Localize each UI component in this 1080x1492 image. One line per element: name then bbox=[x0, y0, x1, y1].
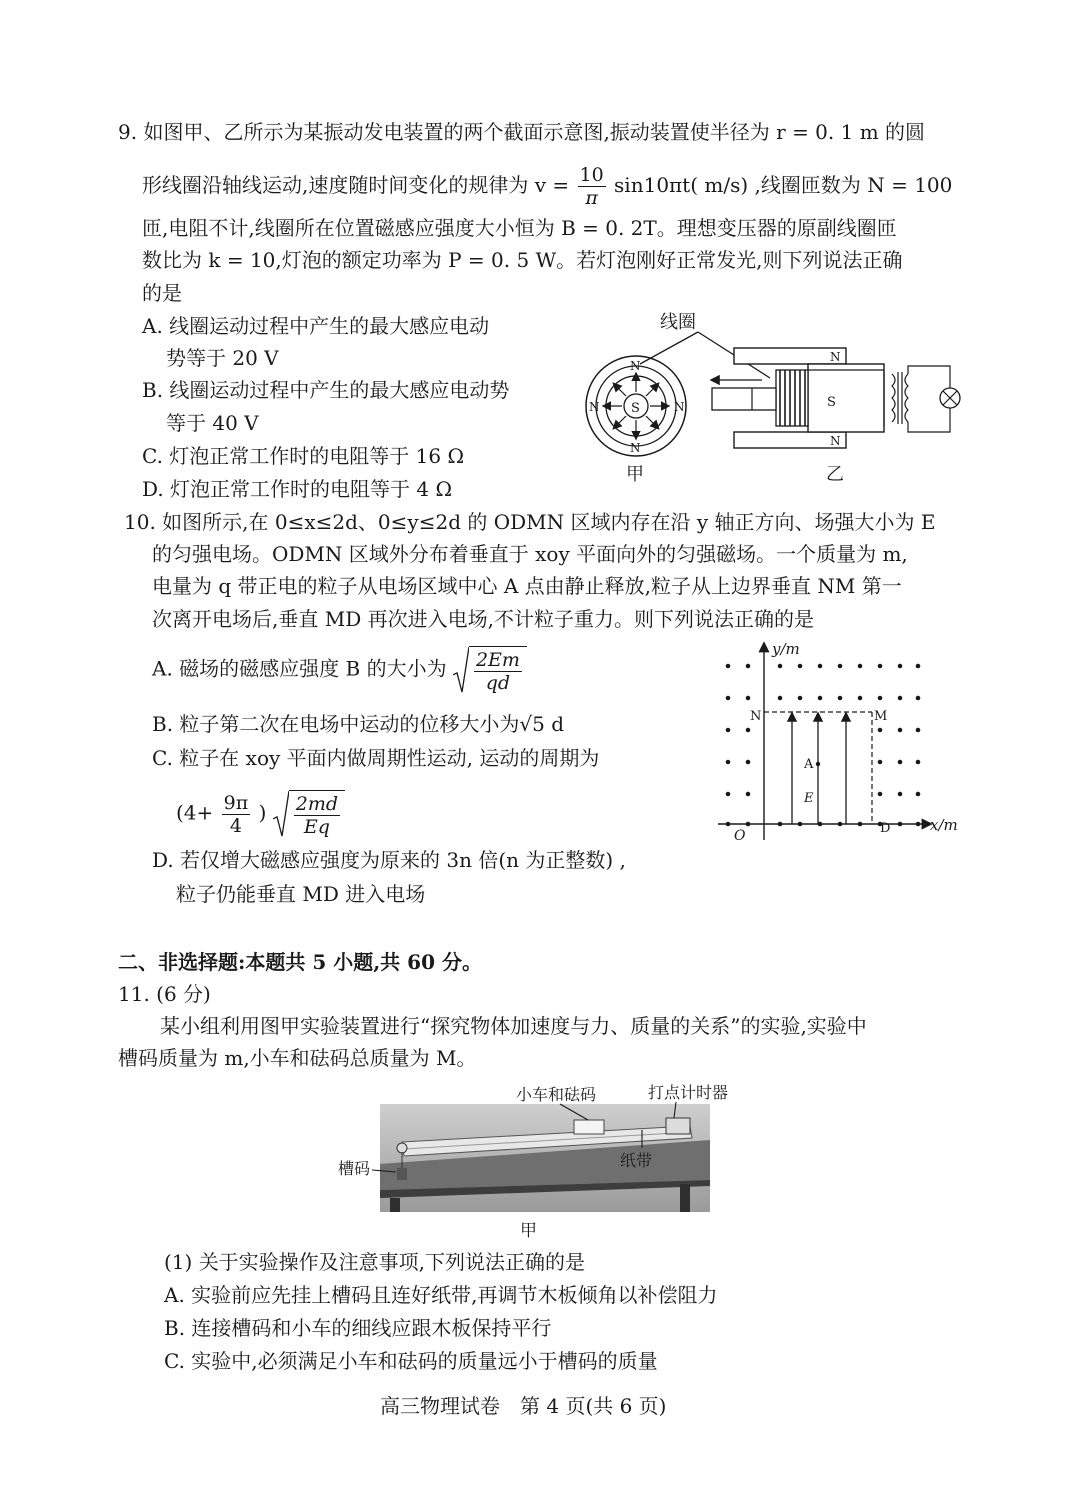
q11-paragraph-line-1: 某小组利用图甲实验装置进行“探究物体加速度与力、质量的关系”的实验,实验中 bbox=[160, 1014, 867, 1038]
q9-jia-n-bottom: N bbox=[630, 441, 641, 455]
q9-figure bbox=[580, 308, 980, 490]
q9-option-a-line-2: 势等于 20 V bbox=[166, 346, 279, 370]
q9-jia-n-right: N bbox=[674, 400, 685, 414]
q10-option-c-den1: 4 bbox=[229, 814, 242, 837]
section-2-heading: 二、非选择题:本题共 5 小题,共 60 分。 bbox=[118, 950, 482, 974]
q10-option-d-line-2: 粒子仍能垂直 MD 进入电场 bbox=[176, 882, 426, 906]
q10-option-a-den: qd bbox=[485, 672, 511, 694]
q10-stem-line-4: 次离开电场后,垂直 MD 再次进入电场,不计粒子重力。则下列说法正确的是 bbox=[152, 607, 814, 631]
field-dot bbox=[916, 760, 921, 765]
q9-frac-denominator: π bbox=[585, 187, 598, 209]
q9-coil-label: 线圈 bbox=[660, 312, 696, 333]
q11-figure-caption: 甲 bbox=[520, 1221, 537, 1241]
field-dot bbox=[746, 792, 751, 797]
field-dot bbox=[726, 664, 731, 669]
q11-paragraph-line-2: 槽码质量为 m,小车和砝码总质量为 M。 bbox=[118, 1046, 477, 1070]
q10-figure bbox=[708, 636, 970, 848]
q10-origin-label: O bbox=[734, 828, 746, 844]
q10-stem-line-2: 的匀强电场。ODMN 区域外分布着垂直于 xoy 平面向外的匀强磁场。一个质量为 m, bbox=[152, 542, 908, 566]
field-dot bbox=[898, 664, 903, 669]
q9-option-d: D. 灯泡正常工作时的电阻等于 4 Ω bbox=[142, 477, 453, 501]
q10-option-c-line-1: C. 粒子在 xoy 平面内做周期性运动, 运动的周期为 bbox=[152, 746, 600, 770]
q10-stem-line-1: 10. 如图所示,在 0≤x≤2d、0≤y≤2d 的 ODMN 区域内存在沿 y 轴正方向、场强大小为 E bbox=[124, 510, 936, 534]
q10-option-c-frac2 bbox=[294, 793, 340, 838]
field-dot bbox=[858, 696, 863, 701]
q10-point-a-label: A bbox=[804, 757, 814, 772]
q10-option-a-fraction bbox=[474, 649, 522, 694]
q10-option-c-line-2 bbox=[176, 790, 345, 838]
field-dot bbox=[746, 696, 751, 701]
field-dot bbox=[726, 760, 731, 765]
q10-point-d-label: D bbox=[880, 821, 891, 836]
q10-option-d-line-1: D. 若仅增大磁感应强度为原来的 3n 倍(n 为正整数) , bbox=[152, 848, 626, 872]
field-dot bbox=[916, 728, 921, 733]
q9-jia-n-left: N bbox=[589, 400, 600, 414]
q10-y-axis-label: y/m bbox=[772, 640, 800, 658]
q9-velocity-fraction bbox=[578, 164, 606, 209]
q10-option-b: B. 粒子第二次在电场中运动的位移大小为√5 d bbox=[152, 712, 565, 736]
q11-option-b: B. 连接槽码和小车的细线应跟木板保持平行 bbox=[164, 1316, 552, 1340]
field-dot bbox=[898, 760, 903, 765]
q11-weight-label: 槽码 bbox=[338, 1159, 371, 1178]
field-dot bbox=[726, 728, 731, 733]
field-dot bbox=[878, 728, 883, 733]
field-dot bbox=[916, 664, 921, 669]
q11-option-a: A. 实验前应先挂上槽码且连好纸带,再调节木板倾角以补偿阻力 bbox=[164, 1283, 718, 1307]
magnetic-field-dots bbox=[726, 664, 921, 827]
field-dot bbox=[798, 664, 803, 669]
q10-option-a-sqrt bbox=[453, 646, 527, 694]
q9-option-b-line-2: 等于 40 V bbox=[166, 411, 259, 435]
q9-jia-n-top: N bbox=[630, 359, 641, 373]
q9-option-b-line-1: B. 线圈运动过程中产生的最大感应电动势 bbox=[142, 378, 510, 402]
field-dot bbox=[898, 728, 903, 733]
field-dot bbox=[798, 696, 803, 701]
field-dot bbox=[726, 792, 731, 797]
q9-option-a-line-1: A. 线圈运动过程中产生的最大感应电动 bbox=[142, 314, 490, 338]
q11-tape-label: 纸带 bbox=[620, 1151, 653, 1170]
field-dot bbox=[838, 664, 843, 669]
q10-option-c-num2: 2md bbox=[295, 793, 339, 815]
q10-option-a bbox=[152, 646, 527, 694]
q9-stem-line-3: 匝,电阻不计,线圈所在位置磁感应强度大小恒为 B = 0. 2T。理想变压器的原副线圈匝 bbox=[142, 216, 897, 240]
field-dot bbox=[746, 664, 751, 669]
field-dot bbox=[778, 664, 783, 669]
field-dot bbox=[726, 696, 731, 701]
q11-cart-label: 小车和砝码 bbox=[516, 1085, 597, 1104]
q10-x-axis-label: x/m bbox=[930, 816, 958, 834]
q9-stem-line-5: 的是 bbox=[142, 281, 182, 305]
field-dot bbox=[778, 696, 783, 701]
q9-yi-label: 乙 bbox=[826, 464, 844, 485]
q11-timer-label: 打点计时器 bbox=[648, 1083, 729, 1102]
page-footer: 高三物理试卷 第 4 页(共 6 页) bbox=[380, 1394, 667, 1418]
q10-option-c-sqrt bbox=[273, 790, 345, 838]
field-dot bbox=[898, 696, 903, 701]
q9-yi-s: S bbox=[827, 395, 836, 410]
q11-heading: 11. (6 分) bbox=[118, 982, 211, 1006]
q9-option-c: C. 灯泡正常工作时的电阻等于 16 Ω bbox=[142, 444, 465, 468]
field-dot bbox=[878, 792, 883, 797]
field-dot bbox=[916, 792, 921, 797]
q11-option-c: C. 实验中,必须满足小车和砝码的质量远小于槽码的质量 bbox=[164, 1349, 658, 1373]
field-dot bbox=[878, 696, 883, 701]
q9-stem-line-4: 数比为 k = 10,灯泡的额定功率为 P = 0. 5 W。若灯泡刚好正常发光,则下列说法正确 bbox=[142, 248, 903, 272]
q10-field-e-label: E bbox=[804, 791, 814, 806]
q10-option-a-num: 2Em bbox=[475, 649, 520, 671]
field-dot bbox=[858, 664, 863, 669]
field-dot bbox=[746, 728, 751, 733]
q9-jia-label: 甲 bbox=[626, 464, 644, 485]
field-dot bbox=[878, 664, 883, 669]
q10-option-a-text: A. 磁场的磁感应强度 B 的大小为 bbox=[152, 656, 447, 681]
q10-option-c-open: (4+ bbox=[176, 800, 214, 825]
q10-point-n-label: N bbox=[750, 709, 762, 724]
q10-option-c-frac1 bbox=[222, 792, 251, 837]
q9-frac-numerator: 10 bbox=[579, 164, 604, 186]
q11-apparatus-figure bbox=[330, 1080, 750, 1242]
q10-option-c-den2: Eq bbox=[303, 816, 330, 838]
q10-option-c-close: ) bbox=[258, 800, 267, 825]
q9-yi-n-bottom: N bbox=[830, 434, 841, 448]
q10-point-m-label: M bbox=[874, 709, 888, 724]
field-dot bbox=[916, 696, 921, 701]
field-dot bbox=[818, 696, 823, 701]
field-dot bbox=[878, 760, 883, 765]
q10-option-c-num1: 9π bbox=[223, 791, 249, 814]
field-dot bbox=[746, 760, 751, 765]
q9-stem-line-2 bbox=[142, 164, 952, 209]
q9-stem-line-1: 9. 如图甲、乙所示为某振动发电装置的两个截面示意图,振动装置使半径为 r = 0. 1 m 的圆 bbox=[118, 120, 926, 144]
field-dot bbox=[838, 696, 843, 701]
q9-stem-line-2-b: sin10πt( m/s) ,线圈匝数为 N = 100 bbox=[614, 173, 953, 197]
field-dot bbox=[898, 792, 903, 797]
q11-sub-question-1: (1) 关于实验操作及注意事项,下列说法正确的是 bbox=[164, 1250, 586, 1274]
q9-yi-n-top: N bbox=[830, 350, 841, 364]
q10-stem-line-3: 电量为 q 带正电的粒子从电场区域中心 A 点由静止释放,粒子从上边界垂直 NM 第一 bbox=[152, 574, 902, 598]
field-dot bbox=[818, 664, 823, 669]
q9-jia-center-s: S bbox=[631, 401, 640, 416]
q9-stem-line-2-a: 形线圈沿轴线运动,速度随时间变化的规律为 v = bbox=[142, 173, 570, 197]
